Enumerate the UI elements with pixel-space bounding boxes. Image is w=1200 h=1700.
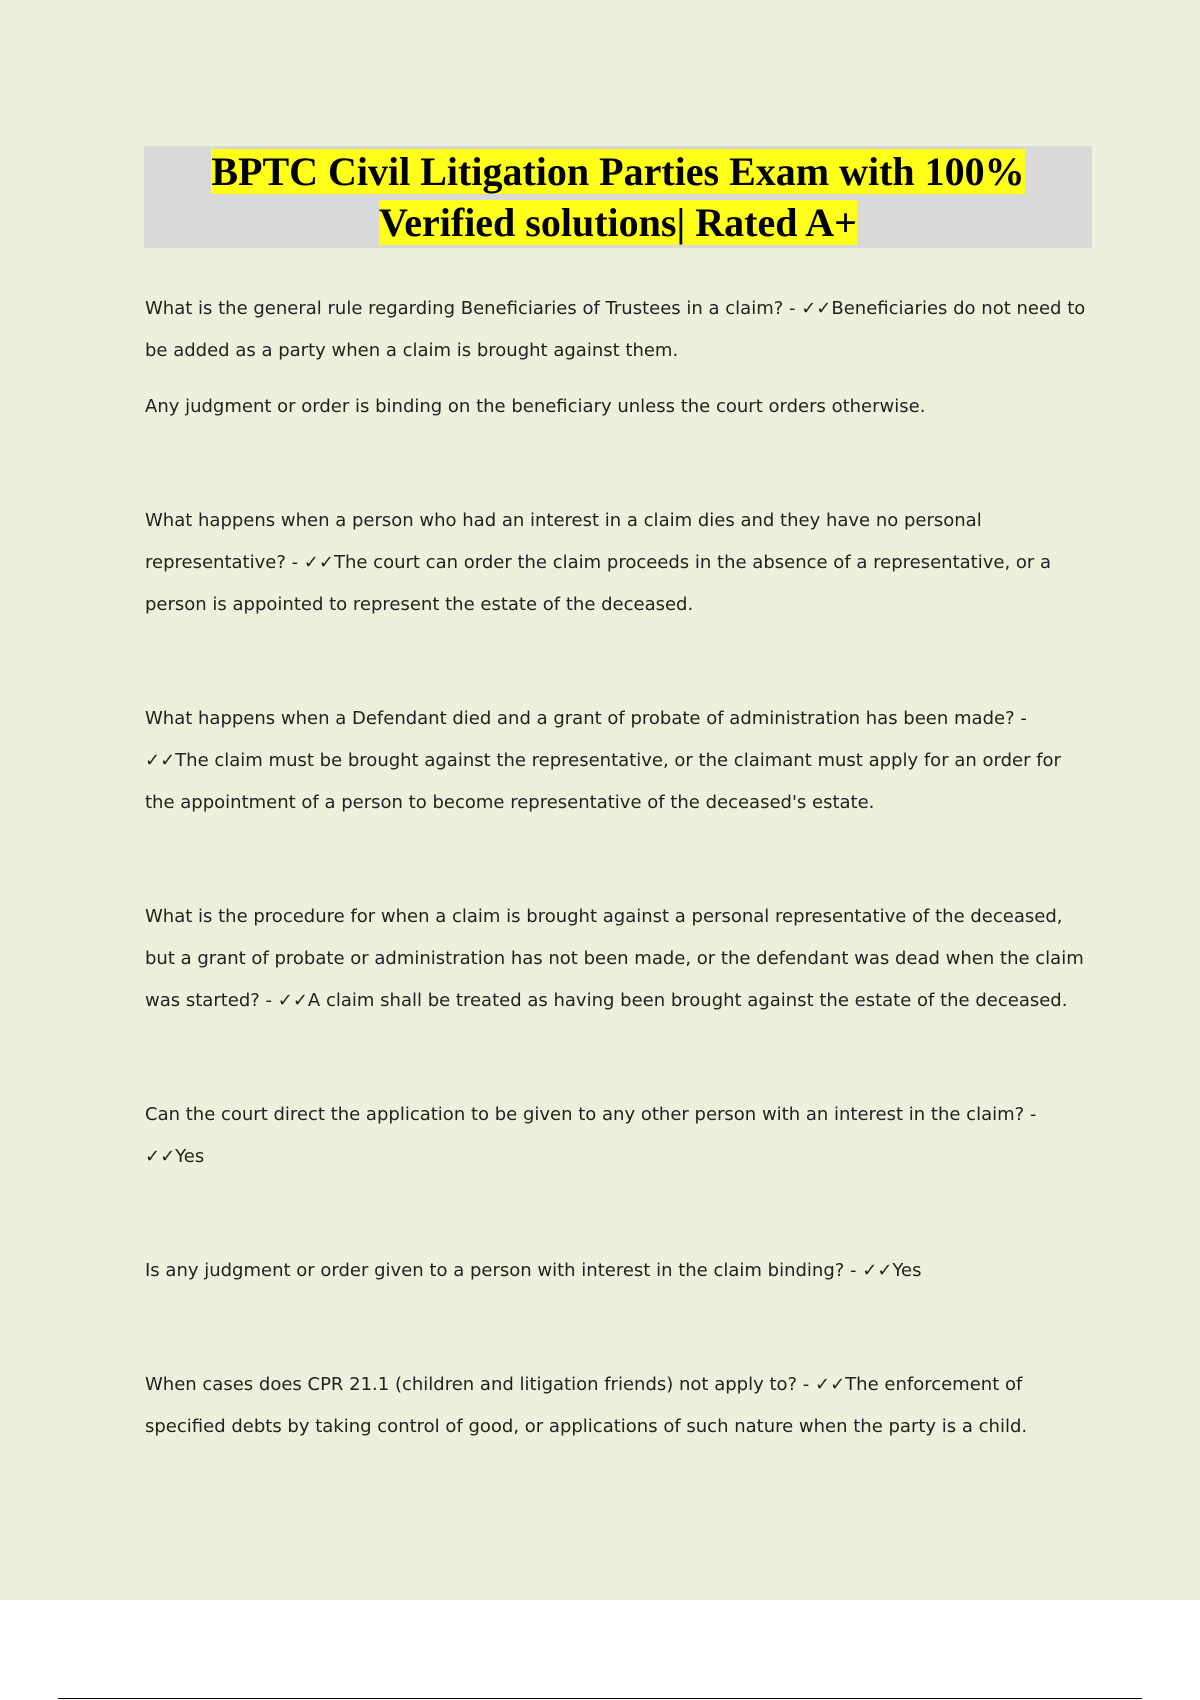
qa-note: Any judgment or order is binding on the beneficiary unless the court orders otherwise. [145,396,926,417]
title-line-1: BPTC Civil Litigation Parties Exam with 100% [211,149,1025,194]
qa-item-2: What happens when a person who had an interest in a claim dies and they have no personal representative? - ✓✓The court can order the claim proceeds in the absence of a representative, or a person is appointed to represent the estate of the deceased. [145,510,1052,615]
title-banner [144,146,1092,248]
title-line-2: Verified solutions| Rated A+ [379,200,857,245]
qa-item-5: Can the court direct the application to be given to any other person with an interest in the claim? - ✓✓Yes [145,1104,1037,1167]
qa-item-1: What is the general rule regarding Beneficiaries of Trustees in a claim? - ✓✓Beneficiaries do not need to be added as a party when a claim is brought against them. [145,298,1086,361]
qa-item-4: What is the procedure for when a claim is brought against a personal representative of the deceased, but a grant of probate or administration has not been made, or the defendant was dead when the claim was started? - ✓✓A claim shall be treated as having been brought against the estate of the deceased. [145,906,1084,1011]
document-title [144,146,1092,248]
qa-item-7: When cases does CPR 21.1 (children and litigation friends) not apply to? - ✓✓The enforcement of specified debts by taking control of good, or applications of such nature when the party is a child. [145,1374,1028,1437]
footer-divider [58,1698,1142,1699]
qa-item-6: Is any judgment or order given to a person with interest in the claim binding? - ✓✓Yes [145,1260,922,1281]
qa-content [145,288,1095,1448]
qa-item-3: What happens when a Defendant died and a grant of probate of administration has been made? - ✓✓The claim must be brought against the representative, or the claimant must apply for an order for the appointment of a person to become representative of the deceased's estate. [145,708,1061,813]
